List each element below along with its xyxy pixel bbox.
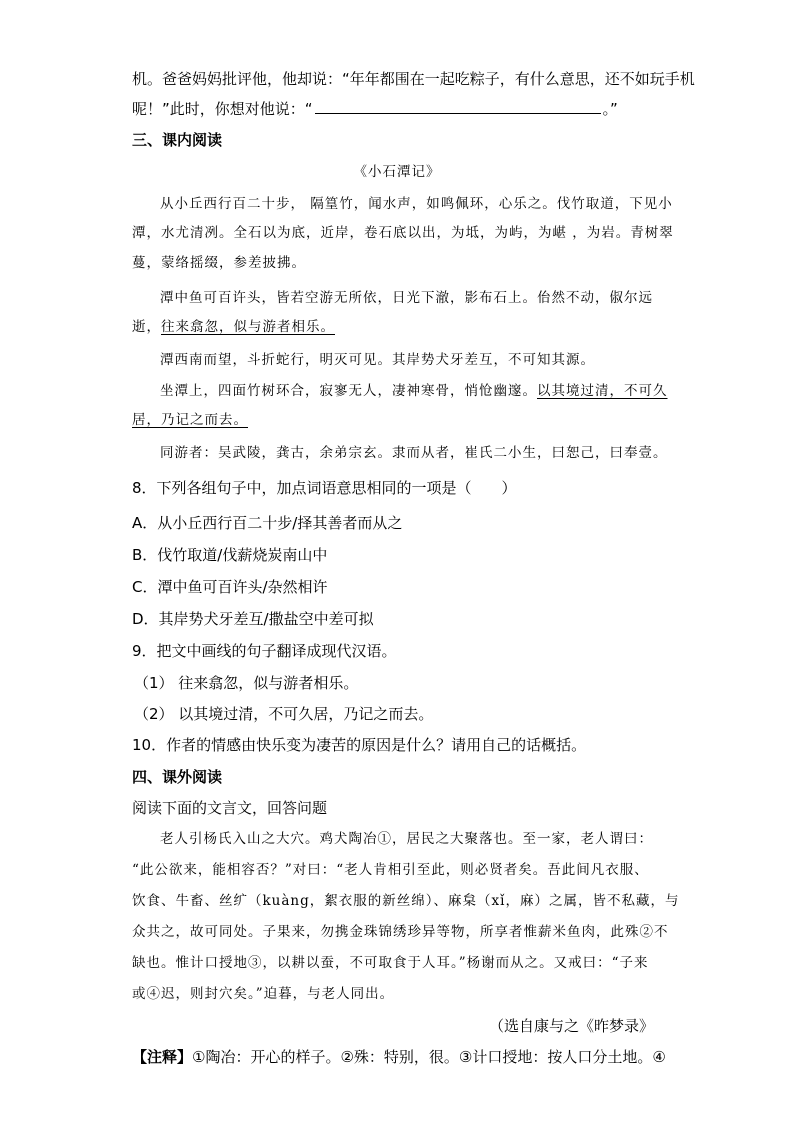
p1-line-1: 从小丘西行百二十步， 隔篁竹，闻水声，如鸣佩环，心乐之。伐竹取道，下见小	[160, 196, 673, 212]
underlined-sentence-2-part-2: 居，乃记之而去。	[132, 412, 248, 428]
q8-option-c: C．潭中鱼可百许头/杂然相许	[132, 578, 328, 596]
q9-item-1: （1） 往来翕忽，似与游者相乐。	[134, 674, 359, 692]
question-8: 8．下列各组句子中，加点词语意思相同的一项是（ ）	[132, 479, 517, 497]
p4-line-1-plain: 坐潭上，四面竹树环合，寂寥无人，凄神寒骨，悄怆幽邃。	[160, 383, 537, 399]
p4-line-1	[160, 381, 668, 401]
q8-option-a: A．从小丘西行百二十步/择其善者而从之	[132, 514, 403, 532]
passage-2-line-2: “此公欲来，能相容否？”对曰：“老人肯相引至此，则必贤者矣。吾此间凡衣服、	[132, 862, 649, 878]
passage-2-line-1: 老人引杨氏入山之大穴。鸡犬陶冶①，居民之大聚落也。至一家，老人谓曰：	[160, 831, 653, 847]
underlined-sentence-2-part-1: 以其境过清，不可久	[537, 383, 668, 399]
p1-line-3: 蔓，蒙络摇缀，参差披拂。	[132, 255, 306, 271]
intro-line-2	[132, 99, 618, 119]
section-4-instruction: 阅读下面的文言文，回答问题	[132, 799, 328, 817]
passage-2-line-3: 饮食、牛畜、丝纩（kuàng，絮衣服的新丝绵）、麻枲（xǐ，麻）之属，皆不私藏，与	[132, 893, 680, 909]
p2-line-1: 潭中鱼可百许头，皆若空游无所依，日光下澈，影布石上。佁然不动，俶尔远	[160, 290, 653, 306]
p3-line: 潭西南而望，斗折蛇行，明灭可见。其岸势犬牙差互，不可知其源。	[160, 352, 595, 368]
p2-line-2	[132, 317, 335, 337]
notes-text: ①陶冶：开心的样子。②殊：特别，很。③计口授地：按人口分土地。④	[192, 1048, 666, 1066]
question-9: 9．把文中画线的句子翻译成现代汉语。	[132, 642, 397, 660]
section-3-heading: 三、课内阅读	[132, 131, 223, 149]
section-4-heading: 四、课外阅读	[132, 768, 223, 786]
intro-line-2-before: 呢！”此时，你想对他说：“	[132, 100, 313, 118]
q9-item-2: （2） 以其境过清，不可久居，乃记之而去。	[134, 705, 434, 723]
answer-blank[interactable]	[315, 99, 601, 114]
underlined-sentence-1: 往来翕忽，似与游者相乐。	[161, 319, 335, 335]
p5-line: 同游者：吴武陵，龚古，余弟宗玄。隶而从者，崔氏二小生，曰恕己，曰奉壹。	[160, 445, 668, 461]
notes-label: 【注释】	[132, 1048, 193, 1066]
intro-line-2-after: 。”	[602, 100, 618, 118]
question-10: 10．作者的情感由快乐变为凄苦的原因是什么？请用自己的话概括。	[132, 736, 587, 754]
q8-option-b: B．伐竹取道/伐薪烧炭南山中	[132, 546, 328, 564]
passage-2-line-6: 或④迟，则封穴矣。”迫暮，与老人同出。	[132, 986, 395, 1002]
p2-line-2-plain: 逝，	[132, 319, 161, 335]
p4-line-2	[132, 410, 248, 430]
passage-title: 《小石潭记》	[353, 164, 441, 180]
passage-2-line-4: 众共之，故可同处。子果来，勿携金珠锦绣珍异等物，所享者惟薪米鱼肉，此殊②不	[132, 924, 669, 940]
intro-line-1: 机。爸爸妈妈批评他，他却说：“年年都围在一起吃粽子，有什么意思，还不如玩手机	[132, 70, 695, 88]
notes-line	[132, 1047, 666, 1067]
q8-option-d: D．其岸势犬牙差互/撒盐空中差可拟	[132, 610, 374, 628]
p1-line-2: 潭，水尤清冽。全石以为底，近岸，卷石底以出，为坻，为屿，为嵁 ，为岩。青树翠	[132, 225, 674, 241]
source-citation: （选自康与之《昨梦录》	[488, 1017, 654, 1035]
passage-2-line-5: 缺也。惟计口授地③，以耕以蚕，不可取食于人耳。”杨谢而从之。又戒曰：“子来	[132, 955, 649, 971]
